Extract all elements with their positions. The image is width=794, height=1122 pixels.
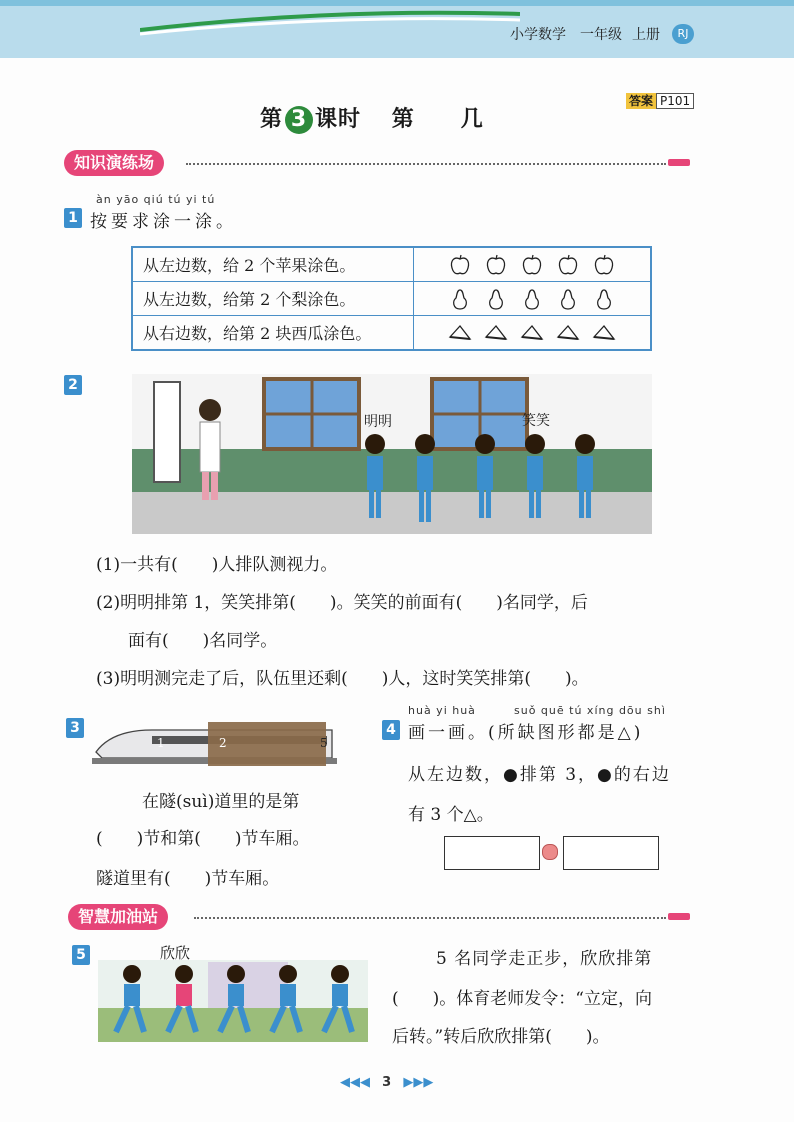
q4-line3: 有 3 个△。 [408, 805, 494, 825]
page-footer [340, 1075, 433, 1090]
header-stripe [0, 0, 794, 6]
q2-label-xiaoxiao: 笑笑 [522, 413, 550, 429]
q2-label-mingming: 明明 [364, 414, 392, 430]
q5-number: 5 [72, 945, 90, 965]
lesson-number-badge: 3 [285, 106, 313, 134]
q4-number: 4 [382, 720, 400, 740]
q4-draw-box-left[interactable] [444, 836, 540, 870]
pear-icon[interactable] [448, 287, 472, 311]
apple-icon[interactable] [592, 253, 616, 277]
q4-pinyin-b: suǒ quē tú xíng dōu shì [514, 704, 666, 717]
table-row [132, 247, 651, 282]
page-title [260, 102, 484, 134]
q1-row1-text: 从左边数，给 2 个苹果涂色。 [132, 247, 414, 282]
q2-s3[interactable]: (3)明明测完走了后，队伍里还剩( )人，这时笑笑排第( )。 [96, 669, 589, 689]
apple-icon[interactable] [520, 253, 544, 277]
prev-arrows-icon: ◀◀◀ [340, 1075, 370, 1090]
apple-icon[interactable] [556, 253, 580, 277]
watermelon-icon[interactable] [484, 321, 508, 345]
answer-reference[interactable] [626, 92, 694, 109]
q3-car5: 5 [320, 736, 328, 750]
q4-line1: 画一画。(所缺图形都是△) [408, 723, 644, 743]
q3-car1: 1 [157, 736, 165, 750]
q3-line1: 在隧(suì)道里的是第 [142, 792, 300, 812]
watermelon-icon[interactable] [520, 321, 544, 345]
q5-line2[interactable]: ( )。体育老师发令：“立定，向 [392, 989, 652, 1009]
watermelon-icon[interactable] [556, 321, 580, 345]
q3-line2[interactable]: ( )节和第( )节车厢。 [96, 829, 310, 849]
q5-label-xinxin: 欣欣 [160, 944, 191, 962]
header-subject: 小学数学 [510, 27, 566, 43]
q3-train-illustration [92, 718, 342, 768]
table-row [132, 316, 651, 351]
q4-draw-box-right[interactable] [563, 836, 659, 870]
pencil-icon [668, 159, 690, 166]
title-topic: 第 几 [391, 107, 484, 132]
q3-car2: 2 [219, 736, 227, 750]
pencil-icon [668, 913, 690, 920]
q3-line3[interactable]: 隧道里有( )节车厢。 [96, 869, 280, 889]
section-challenge-tag: 智慧加油站 [68, 904, 168, 930]
pear-icon[interactable] [592, 287, 616, 311]
q2-s1[interactable]: (1)一共有( )人排队测视力。 [96, 555, 338, 575]
q5-marching-illustration [98, 960, 368, 1042]
pear-icon[interactable] [484, 287, 508, 311]
circle-icon [542, 844, 558, 860]
section-divider [194, 917, 666, 919]
q1-row2-text: 从左边数，给第 2 个梨涂色。 [132, 282, 414, 316]
q2-number: 2 [64, 375, 82, 395]
header-swoosh [140, 8, 520, 38]
q1-instruction: 按要求涂一涂。 [90, 212, 237, 232]
q1-row2-fruits [414, 282, 652, 316]
q1-row3-fruits [414, 316, 652, 351]
q2-s2b[interactable]: 面有( )名同学。 [128, 631, 278, 651]
next-arrows-icon: ▶▶▶ [403, 1075, 434, 1090]
title-prefix: 第 [260, 107, 284, 132]
q1-table [131, 246, 652, 351]
watermelon-icon[interactable] [448, 321, 472, 345]
title-suffix: 课时 [315, 107, 362, 132]
q2-s2a[interactable]: (2)明明排第 1，笑笑排第( )。笑笑的前面有( )名同学，后 [96, 593, 588, 613]
answer-page: P101 [656, 93, 694, 109]
watermelon-icon[interactable] [592, 321, 616, 345]
q1-row3-text: 从右边数，给第 2 块西瓜涂色。 [132, 316, 414, 351]
q3-number: 3 [66, 718, 84, 738]
pear-icon[interactable] [556, 287, 580, 311]
q5-line3[interactable]: 后转。”转后欣欣排第( )。 [392, 1027, 610, 1047]
apple-icon[interactable] [484, 253, 508, 277]
answer-label: 答案 [626, 93, 656, 109]
section-divider [186, 163, 666, 165]
q4-pinyin-a: huà yi huà [408, 704, 476, 717]
table-row [132, 282, 651, 316]
q1-pinyin: àn yāo qiú tú yi tú [96, 193, 216, 206]
q1-row1-fruits [414, 247, 652, 282]
page-number: 3 [382, 1075, 392, 1090]
q4-line2: 从左边数，●排第 3，●的右边 [408, 765, 671, 785]
pear-icon[interactable] [520, 287, 544, 311]
apple-icon[interactable] [448, 253, 472, 277]
edition-badge: RJ [672, 24, 694, 44]
q1-number: 1 [64, 208, 82, 228]
header-volume: 上册 [632, 27, 660, 43]
header-grade: 一年级 [580, 27, 622, 43]
section-practice-tag: 知识演练场 [64, 150, 164, 176]
q5-line1: 5 名同学走正步，欣欣排第 [436, 949, 653, 969]
q2-eye-test-illustration [132, 374, 652, 534]
